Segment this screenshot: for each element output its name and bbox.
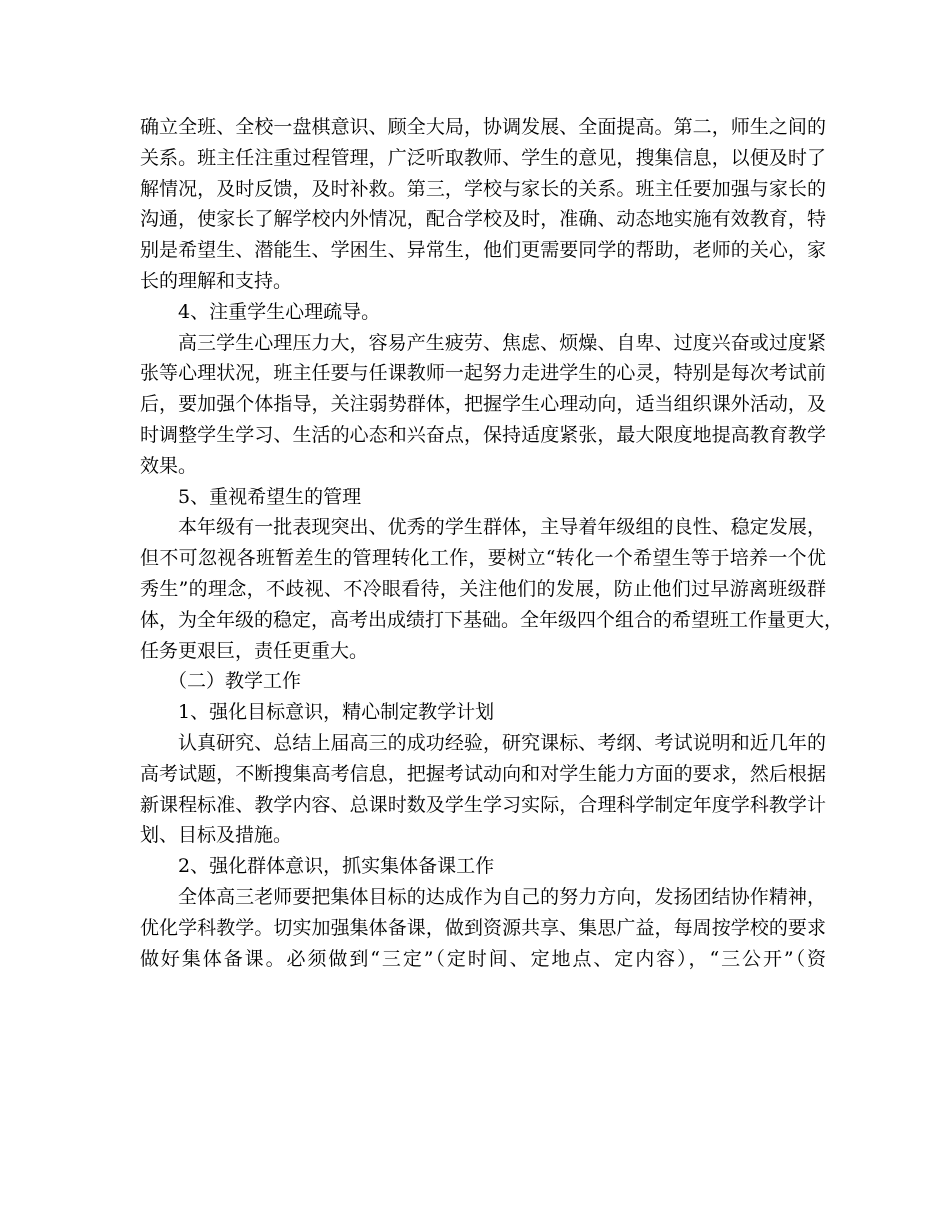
text-line: 新课程标准、教学内容、总课时数及学生学习实际，合理科学制定年度学科教学计 bbox=[140, 793, 826, 816]
text-line: 5、重视希望生的管理 bbox=[178, 485, 362, 508]
text-line: 2、强化群体意识，抓实集体备课工作 bbox=[178, 855, 495, 878]
text-line: 张等心理状况，班主任要与任课教师一起努力走进学生的心灵，特别是每次考试前 bbox=[140, 362, 826, 385]
text-line: 本年级有一批表现突出、优秀的学生群体，主导着年级组的良性、稳定发展， bbox=[178, 516, 826, 539]
text-line: 关系。班主任注重过程管理，广泛听取教师、学生的意见，搜集信息，以便及时了 bbox=[140, 146, 826, 169]
text-line: 秀生”的理念，不歧视、不冷眼看待，关注他们的发展，防止他们过早游离班级群 bbox=[140, 577, 826, 600]
text-line: 后，要加强个体指导，关注弱势群体，把握学生心理动向，适当组织课外活动，及 bbox=[140, 393, 826, 416]
text-line: 解情况，及时反馈，及时补救。第三，学校与家长的关系。班主任要加强与家长的 bbox=[140, 177, 826, 200]
text-line: 体，为全年级的稳定，高考出成绩打下基础。全年级四个组合的希望班工作量更大， bbox=[140, 608, 844, 631]
text-line: 做好集体备课。必须做到“三定”（定时间、定地点、定内容），“三公开”（资 bbox=[140, 947, 826, 970]
text-line: 沟通，使家长了解学校内外情况，配合学校及时，准确、动态地实施有效教育，特 bbox=[140, 208, 826, 231]
text-line: 高考试题，不断搜集高考信息，把握考试动向和对学生能力方面的要求，然后根据 bbox=[140, 762, 826, 785]
text-line: 但不可忽视各班暂差生的管理转化工作，要树立“转化一个希望生等于培养一个优 bbox=[140, 547, 826, 570]
text-line: 认真研究、总结上届高三的成功经验，研究课标、考纲、考试说明和近几年的 bbox=[178, 731, 826, 754]
text-line: 优化学科教学。切实加强集体备课，做到资源共享、集思广益，每周按学校的要求 bbox=[140, 916, 826, 939]
text-line: 高三学生心理压力大，容易产生疲劳、焦虑、烦燥、自卑、过度兴奋或过度紧 bbox=[178, 331, 826, 354]
text-line: 4、注重学生心理疏导。 bbox=[178, 300, 381, 323]
text-line: 效果。 bbox=[140, 454, 198, 477]
document-page bbox=[140, 112, 844, 974]
text-line: 划、目标及措施。 bbox=[140, 824, 293, 847]
text-line: 任务更艰巨，责任更重大。 bbox=[140, 639, 369, 662]
text-line: 确立全班、全校一盘棋意识、顾全大局，协调发展、全面提高。第二，师生之间的 bbox=[140, 116, 826, 138]
text-line: （二）教学工作 bbox=[168, 670, 302, 693]
text-line: 长的理解和支持。 bbox=[140, 269, 293, 292]
text-line: 1、强化目标意识，精心制定教学计划 bbox=[178, 701, 495, 724]
text-line: 全体高三老师要把集体目标的达成作为自己的努力方向，发扬团结协作精神， bbox=[178, 885, 826, 908]
document-body bbox=[140, 112, 844, 974]
text-line: 别是希望生、潜能生、学困生、异常生，他们更需要同学的帮助，老师的关心，家 bbox=[140, 239, 826, 262]
text-line: 时调整学生学习、生活的心态和兴奋点，保持适度紧张，最大限度地提高教育教学 bbox=[140, 423, 826, 446]
